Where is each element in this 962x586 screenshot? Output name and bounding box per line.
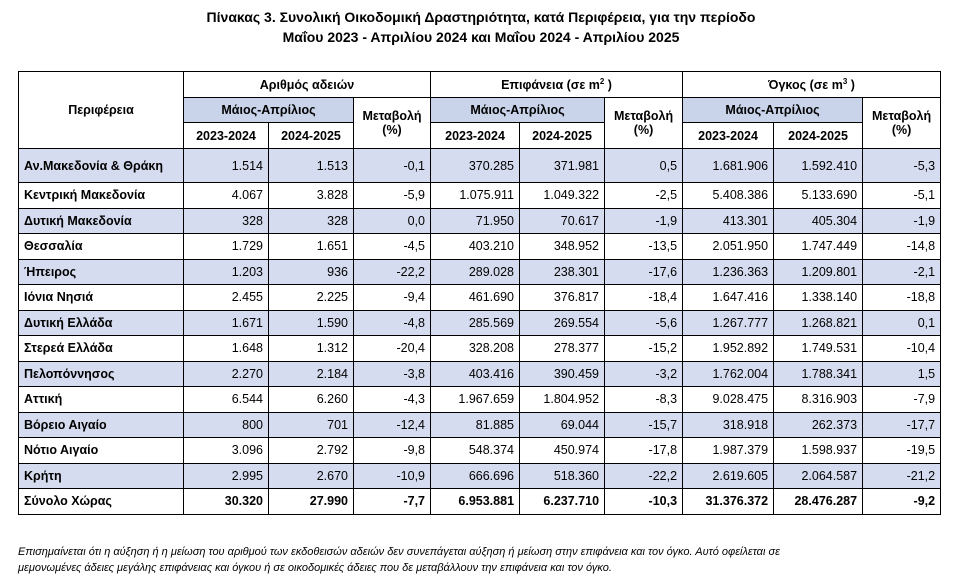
footnote-line-1: Επισημαίνεται ότι η αύξηση ή η μείωση του αριθμού των εκδοθεισών αδειών δεν συνεπάγεται αύξηση ή μείωση στην επιφάνεια και τον όγκο. Αυτό οφείλεται σε [18,546,780,558]
area-change-cell: -17,8 [605,438,683,464]
volume-change-cell: 1,5 [863,361,941,387]
volume-2023-2024-cell: 413.301 [683,208,774,234]
table-row [19,208,941,234]
volume-change-cell: -5,3 [863,149,941,183]
area-change-cell: -5,6 [605,310,683,336]
permits-change-cell: -0,1 [354,149,431,183]
volume-2024-2025-cell: 28.476.287 [774,489,863,515]
area-2023-2024-cell: 1.075.911 [431,183,520,209]
permits-2023-2024-cell: 3.096 [184,438,269,464]
footnote [18,544,940,576]
permits-2024-2025-cell: 27.990 [269,489,354,515]
permits-2023-2024-cell: 6.544 [184,387,269,413]
area-change-cell: -13,5 [605,234,683,260]
area-2024-2025-cell: 348.952 [520,234,605,260]
area-change-cell: -10,3 [605,489,683,515]
permits-year-1-header: 2023-2024 [184,123,269,149]
volume-change-cell: -2,1 [863,259,941,285]
permits-2023-2024-cell: 2.270 [184,361,269,387]
region-name-cell: Νότιο Αιγαίο [19,438,184,464]
table-row [19,234,941,260]
region-name-cell: Πελοπόννησος [19,361,184,387]
table-row [19,285,941,311]
area-2023-2024-cell: 71.950 [431,208,520,234]
area-2023-2024-cell: 289.028 [431,259,520,285]
area-2023-2024-cell: 461.690 [431,285,520,311]
volume-period-header: Μάιος-Απρίλιος [683,98,863,123]
table-title-line-1: Πίνακας 3. Συνολική Οικοδομική Δραστηριότητα, κατά Περιφέρεια, για την περίοδο [206,9,756,25]
area-2024-2025-cell: 269.554 [520,310,605,336]
region-header: Περιφέρεια [19,72,184,149]
volume-change-cell: -21,2 [863,463,941,489]
area-2024-2025-cell: 1.049.322 [520,183,605,209]
permits-2024-2025-cell: 328 [269,208,354,234]
area-year-1-header: 2023-2024 [431,123,520,149]
permits-change-header: Μεταβολή (%) [354,98,431,149]
area-change-cell: -15,2 [605,336,683,362]
area-2023-2024-cell: 403.210 [431,234,520,260]
region-name-cell: Δυτική Μακεδονία [19,208,184,234]
volume-2023-2024-cell: 5.408.386 [683,183,774,209]
permits-2023-2024-cell: 4.067 [184,183,269,209]
volume-change-cell: -17,7 [863,412,941,438]
permits-2023-2024-cell: 1.671 [184,310,269,336]
permits-change-cell: -4,8 [354,310,431,336]
permits-change-cell: -20,4 [354,336,431,362]
area-2023-2024-cell: 403.416 [431,361,520,387]
volume-2024-2025-cell: 1.268.821 [774,310,863,336]
permits-2023-2024-cell: 1.648 [184,336,269,362]
permits-change-cell: 0,0 [354,208,431,234]
area-year-2-header: 2024-2025 [520,123,605,149]
area-2024-2025-cell: 70.617 [520,208,605,234]
volume-2024-2025-cell: 2.064.587 [774,463,863,489]
volume-change-cell: -18,8 [863,285,941,311]
volume-change-cell: -9,2 [863,489,941,515]
area-period-header: Μάιος-Απρίλιος [431,98,605,123]
area-change-cell: -2,5 [605,183,683,209]
volume-change-header: Μεταβολή (%) [863,98,941,149]
table-body [19,149,941,515]
area-change-cell: -17,6 [605,259,683,285]
volume-2023-2024-cell: 318.918 [683,412,774,438]
volume-change-cell: -7,9 [863,387,941,413]
region-name-cell: Βόρειο Αιγαίο [19,412,184,438]
volume-change-cell: 0,1 [863,310,941,336]
region-name-cell: Κρήτη [19,463,184,489]
volume-2024-2025-cell: 262.373 [774,412,863,438]
volume-year-1-header: 2023-2024 [683,123,774,149]
volume-2023-2024-cell: 1.987.379 [683,438,774,464]
permits-group-header: Αριθμός αδειών [184,72,431,98]
area-2023-2024-cell: 370.285 [431,149,520,183]
area-2023-2024-cell: 1.967.659 [431,387,520,413]
area-2024-2025-cell: 376.817 [520,285,605,311]
permits-2024-2025-cell: 2.670 [269,463,354,489]
volume-2024-2025-cell: 1.338.140 [774,285,863,311]
table-row [19,149,941,183]
area-2023-2024-cell: 285.569 [431,310,520,336]
permits-2023-2024-cell: 1.729 [184,234,269,260]
volume-2024-2025-cell: 1.747.449 [774,234,863,260]
area-2023-2024-cell: 81.885 [431,412,520,438]
area-change-header: Μεταβολή (%) [605,98,683,149]
volume-2023-2024-cell: 2.619.605 [683,463,774,489]
permits-2024-2025-cell: 2.225 [269,285,354,311]
permits-change-cell: -22,2 [354,259,431,285]
permits-change-cell: -4,3 [354,387,431,413]
volume-change-cell: -1,9 [863,208,941,234]
area-2023-2024-cell: 328.208 [431,336,520,362]
table-title [0,0,962,46]
volume-2024-2025-cell: 1.598.937 [774,438,863,464]
volume-change-cell: -10,4 [863,336,941,362]
area-change-cell: -18,4 [605,285,683,311]
permits-period-header: Μάιος-Απρίλιος [184,98,354,123]
volume-2023-2024-cell: 1.952.892 [683,336,774,362]
volume-2024-2025-cell: 1.209.801 [774,259,863,285]
table-row [19,361,941,387]
area-2024-2025-cell: 238.301 [520,259,605,285]
region-name-cell: Αττική [19,387,184,413]
volume-2023-2024-cell: 1.267.777 [683,310,774,336]
table-row [19,310,941,336]
volume-2023-2024-cell: 1.647.416 [683,285,774,311]
area-change-cell: -8,3 [605,387,683,413]
permits-2023-2024-cell: 2.995 [184,463,269,489]
volume-2023-2024-cell: 1.681.906 [683,149,774,183]
volume-2023-2024-cell: 1.236.363 [683,259,774,285]
area-change-cell: -15,7 [605,412,683,438]
permits-2023-2024-cell: 800 [184,412,269,438]
region-name-cell: Σύνολο Χώρας [19,489,184,515]
footnote-line-2: μεμονωμένες άδειες μεγάλης επιφάνειας και όγκου ή σε οικοδομικές άδειες που δε μεταβάλλουν την επιφάνεια και τον όγκο. [18,562,612,574]
volume-change-cell: -14,8 [863,234,941,260]
region-name-cell: Δυτική Ελλάδα [19,310,184,336]
permits-2024-2025-cell: 1.651 [269,234,354,260]
permits-change-cell: -12,4 [354,412,431,438]
table-row [19,183,941,209]
table-row [19,438,941,464]
permits-2023-2024-cell: 2.455 [184,285,269,311]
volume-2024-2025-cell: 1.592.410 [774,149,863,183]
area-change-cell: -22,2 [605,463,683,489]
permits-change-cell: -3,8 [354,361,431,387]
area-2024-2025-cell: 278.377 [520,336,605,362]
permits-2024-2025-cell: 2.792 [269,438,354,464]
region-name-cell: Αν.Μακεδονία & Θράκη [19,149,184,183]
permits-change-cell: -9,8 [354,438,431,464]
area-2024-2025-cell: 69.044 [520,412,605,438]
volume-2024-2025-cell: 405.304 [774,208,863,234]
permits-2024-2025-cell: 3.828 [269,183,354,209]
area-2024-2025-cell: 371.981 [520,149,605,183]
area-change-cell: -3,2 [605,361,683,387]
volume-2023-2024-cell: 31.376.372 [683,489,774,515]
statistics-table [18,71,941,515]
permits-change-cell: -10,9 [354,463,431,489]
region-name-cell: Στερεά Ελλάδα [19,336,184,362]
total-row [19,489,941,515]
volume-2024-2025-cell: 8.316.903 [774,387,863,413]
area-change-cell: 0,5 [605,149,683,183]
permits-year-2-header: 2024-2025 [269,123,354,149]
area-2024-2025-cell: 518.360 [520,463,605,489]
volume-2023-2024-cell: 2.051.950 [683,234,774,260]
volume-change-cell: -5,1 [863,183,941,209]
permits-change-cell: -9,4 [354,285,431,311]
volume-change-cell: -19,5 [863,438,941,464]
area-2024-2025-cell: 390.459 [520,361,605,387]
region-name-cell: Κεντρική Μακεδονία [19,183,184,209]
permits-change-cell: -5,9 [354,183,431,209]
area-2023-2024-cell: 548.374 [431,438,520,464]
table-row [19,259,941,285]
table-title-line-2: Μαΐου 2023 - Απριλίου 2024 και Μαΐου 2024 - Απριλίου 2025 [282,29,680,45]
table-row [19,336,941,362]
volume-2024-2025-cell: 1.788.341 [774,361,863,387]
area-2024-2025-cell: 6.237.710 [520,489,605,515]
permits-2023-2024-cell: 1.203 [184,259,269,285]
area-2024-2025-cell: 1.804.952 [520,387,605,413]
permits-2024-2025-cell: 6.260 [269,387,354,413]
volume-2024-2025-cell: 1.749.531 [774,336,863,362]
volume-year-2-header: 2024-2025 [774,123,863,149]
permits-2024-2025-cell: 2.184 [269,361,354,387]
permits-2024-2025-cell: 1.590 [269,310,354,336]
area-change-cell: -1,9 [605,208,683,234]
volume-2023-2024-cell: 9.028.475 [683,387,774,413]
table-row [19,412,941,438]
permits-2023-2024-cell: 1.514 [184,149,269,183]
permits-2024-2025-cell: 1.312 [269,336,354,362]
permits-2024-2025-cell: 701 [269,412,354,438]
volume-group-header: Όγκος (σε $m^3$ ) [683,72,941,98]
permits-change-cell: -7,7 [354,489,431,515]
permits-2023-2024-cell: 328 [184,208,269,234]
region-name-cell: Ιόνια Νησιά [19,285,184,311]
permits-2023-2024-cell: 30.320 [184,489,269,515]
permits-2024-2025-cell: 1.513 [269,149,354,183]
area-2023-2024-cell: 666.696 [431,463,520,489]
permits-2024-2025-cell: 936 [269,259,354,285]
table-row [19,463,941,489]
area-2024-2025-cell: 450.974 [520,438,605,464]
volume-2024-2025-cell: 5.133.690 [774,183,863,209]
permits-change-cell: -4,5 [354,234,431,260]
volume-2023-2024-cell: 1.762.004 [683,361,774,387]
region-name-cell: Ήπειρος [19,259,184,285]
area-group-header: Επιφάνεια (σε $m^2$ ) [431,72,683,98]
area-2023-2024-cell: 6.953.881 [431,489,520,515]
table-row [19,387,941,413]
region-name-cell: Θεσσαλία [19,234,184,260]
